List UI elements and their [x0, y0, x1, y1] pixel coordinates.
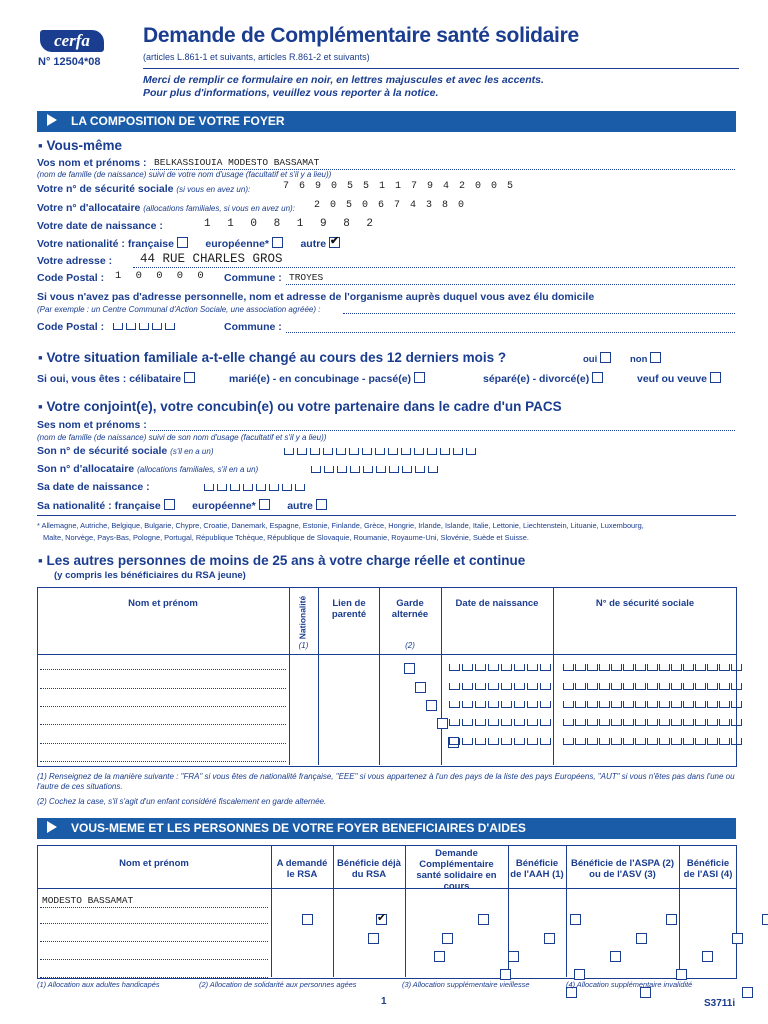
address-label: Votre adresse :: [37, 255, 113, 267]
conjoint-nat-other-checkbox[interactable]: [316, 499, 327, 510]
secu-label-text: Votre n° de sécurité sociale: [37, 183, 174, 195]
col-divider-5: [553, 587, 554, 765]
css-en-cours-checkbox[interactable]: [742, 987, 753, 998]
instruction-2: Pour plus d'informations, veuillez vous reporter à la notice.: [143, 87, 439, 99]
ben-foot-4: (4) Allocation supplémentaire invalidité: [566, 980, 693, 989]
postal2-label: Code Postal :: [37, 321, 105, 333]
alloc-field[interactable]: 2 0 5 0 6 7 4 3 8 0: [314, 200, 467, 211]
postal2-field[interactable]: [113, 323, 175, 330]
conjoint-alloc-field[interactable]: [311, 466, 438, 473]
others-footnote-1: [37, 772, 735, 792]
conjoint-alloc-text: Son n° d'allocataire: [37, 463, 135, 475]
others-row-name-dots[interactable]: [40, 669, 286, 670]
ben-table-header-rule: [37, 888, 736, 889]
css-en-cours-checkbox[interactable]: [544, 933, 555, 944]
rsa-deja-checkbox[interactable]: [574, 969, 585, 980]
veuf-label: veuf ou veuve: [637, 373, 708, 385]
separe-label: séparé(e) - divorcé(e): [483, 373, 590, 385]
garde-alternee-checkbox[interactable]: [415, 682, 426, 693]
conjoint-heading: ▪ Votre conjoint(e), votre concubin(e) ou votre partenaire dans le cadre d'un PACS: [38, 399, 562, 414]
ben-row1-name[interactable]: MODESTO BASSAMAT: [42, 895, 134, 906]
ben-divider-2: [333, 845, 334, 977]
others-row-name-dots[interactable]: [40, 743, 286, 744]
others-secu-field[interactable]: [563, 719, 742, 726]
dob-field[interactable]: 1 1 0 8 1 9 8 2: [204, 218, 379, 230]
col-garde-ref: (2): [405, 641, 415, 650]
others-table-header-rule: [37, 654, 736, 655]
others-dob-field[interactable]: [449, 719, 551, 726]
ben-divider-3: [405, 845, 406, 977]
ben-col-rsa: A demandé le RSA: [276, 858, 328, 880]
nat-eu-label: européenne*: [205, 238, 269, 250]
conjoint-secu-text: Son n° de sécurité sociale: [37, 445, 168, 457]
nat-fr-checkbox[interactable]: [177, 237, 188, 248]
aspa-asv-checkbox[interactable]: [666, 914, 677, 925]
ben-col-asi: Bénéficie de l'ASI (4): [683, 858, 733, 880]
address-field[interactable]: 44 RUE CHARLES GROS: [140, 252, 283, 266]
section-banner-beneficiaires: [37, 818, 736, 839]
others-subtitle: (y compris les bénéficiaires du RSA jeune): [54, 570, 246, 581]
conjoint-name-label: Ses nom et prénoms :: [37, 419, 147, 431]
no-address-label: Si vous n'avez pas d'adresse personnelle, nom et adresse de l'organisme auprès duquel vous avez élu domicile: [37, 291, 595, 303]
nat-other-label: autre: [300, 238, 327, 250]
arrow-right-icon: [47, 821, 57, 833]
banner-beneficiaires-label: VOUS-MEME ET LES PERSONNES DE VOTRE FOYER BENEFICIAIRES D'AIDES: [71, 821, 526, 835]
marie-option: [229, 372, 425, 385]
col-divider-4: [441, 587, 442, 765]
others-row-name-dots[interactable]: [40, 688, 286, 689]
cerfa-logo: cerfa: [40, 30, 104, 52]
garde-alternee-checkbox[interactable]: [404, 663, 415, 674]
others-row-name-dots[interactable]: [40, 706, 286, 707]
marie-checkbox[interactable]: [414, 372, 425, 383]
ben-col-css: Demande Complémentaire santé solidaire en cours: [416, 848, 497, 892]
conjoint-nat-eu-checkbox[interactable]: [259, 499, 270, 510]
section-banner-foyer: [37, 111, 736, 132]
secu-label: [37, 183, 250, 195]
arrow-right-icon: [47, 114, 57, 126]
eu-note-rule: [37, 515, 736, 516]
col-nat-ref: (1): [298, 641, 309, 650]
rsa-demande-checkbox[interactable]: [302, 914, 313, 925]
others-dob-field[interactable]: [449, 701, 551, 708]
others-secu-field[interactable]: [563, 683, 742, 690]
address-dots: [133, 267, 735, 268]
aspa-asv-checkbox[interactable]: [732, 933, 743, 944]
eu-note-2: Malte, Norvège, Pays-Bas, Pologne, Portugal, République Tchèque, République de Slovaquie, Roumanie, Royaume-Uni, Slovénie, Suède et Suisse.: [43, 533, 529, 542]
page-title: Demande de Complémentaire santé solidaire: [143, 24, 579, 47]
col-divider-2: [318, 587, 319, 765]
ben-row-name-dots[interactable]: [40, 923, 268, 924]
conjoint-secu-field[interactable]: [284, 448, 476, 455]
others-secu-field[interactable]: [563, 701, 742, 708]
ben-col-rsa-deja: Bénéficie déjà du RSA: [337, 858, 401, 880]
postal-field[interactable]: 1 0 0 0 0: [115, 270, 208, 282]
alloc-label: [37, 202, 295, 214]
celibataire-label: Si oui, vous êtes : célibataire: [37, 373, 182, 385]
separe-option: [483, 372, 603, 385]
ben-foot-3: (3) Allocation supplémentaire vieillesse: [402, 980, 530, 989]
ben-col-name: Nom et prénom: [119, 858, 189, 869]
others-dob-field[interactable]: [449, 738, 551, 745]
ben-row-name-dots[interactable]: [40, 959, 268, 960]
oui-checkbox[interactable]: [600, 352, 611, 363]
col-lien-header: Lien de parenté: [331, 598, 367, 620]
others-row-name-dots[interactable]: [40, 761, 286, 762]
conjoint-nat-other-label: autre: [287, 500, 313, 512]
conjoint-nat-fr-label: française: [114, 500, 161, 512]
conjoint-nat-label: Sa nationalité :: [37, 500, 112, 512]
alloc-hint: (allocations familiales, si vous en avez un):: [143, 204, 295, 213]
conjoint-nat-eu-label: européenne*: [192, 500, 256, 512]
foot1-ref: (1): [37, 772, 47, 781]
others-footnote-2: [37, 797, 326, 807]
non-label: non: [630, 354, 648, 365]
ben-col-aah: Bénéficie de l'AAH (1): [510, 858, 564, 880]
nat-eu-checkbox[interactable]: [272, 237, 283, 248]
conjoint-nationality-row: [37, 499, 327, 512]
foot1-text: Renseignez de la manière suivante : "FRA" si vous êtes de nationalité française, "EEE" si vous appartenez à l'un des pays de la liste des pays Européens, "AUT" si vous n'êtes pas dans l'une ou l'autre de ces situations.: [37, 772, 735, 791]
rsa-demande-checkbox[interactable]: [368, 933, 379, 944]
others-secu-field[interactable]: [563, 738, 742, 745]
conjoint-nat-fr-checkbox[interactable]: [164, 499, 175, 510]
col-nat-header: Nationalité: [297, 595, 308, 640]
rsa-deja-checkbox[interactable]: [508, 951, 519, 962]
conjoint-secu-label: [37, 445, 214, 457]
cerfa-number: N° 12504*08: [38, 56, 101, 68]
asi-checkbox[interactable]: [762, 914, 768, 925]
foot2-ref: (2): [37, 797, 47, 806]
rsa-demande-checkbox[interactable]: [500, 969, 511, 980]
ben-foot-2: (2) Allocation de solidarité aux personnes agées: [199, 980, 357, 989]
commune-field[interactable]: TROYES: [289, 272, 324, 283]
conjoint-alloc-hint: (allocations familiales, s'il en a un): [137, 465, 259, 474]
eu-note: * Allemagne, Autriche, Belgique, Bulgarie, Chypre, Croatie, Danemark, Espagne, Estonie, Finlande, Grèce, Hongrie, Irlande, Islande, Italie, Lettonie, Liechtenstein, Lituanie, Luxembourg,: [37, 521, 644, 530]
situation-heading: ▪ Votre situation familiale a-t-elle changé au cours des 12 derniers mois ?: [38, 350, 507, 365]
instruction-1: Merci de remplir ce formulaire en noir, en lettres majuscules et avec les accents.: [143, 74, 544, 86]
ben-col-aspa: Bénéficie de l'ASPA (2) ou de l'ASV (3): [570, 858, 675, 880]
conjoint-name-dots[interactable]: [150, 430, 735, 431]
css-en-cours-checkbox[interactable]: [676, 969, 687, 980]
foot2-text: Cochez la case, s'il s'agit d'un enfant considéré fiscalement en garde alternée.: [49, 797, 327, 806]
ben-foot-1: (1) Allocation aux adultes handicapés: [37, 980, 160, 989]
aah-checkbox[interactable]: [702, 951, 713, 962]
name-field[interactable]: BELKASSIOUIA MODESTO BASSAMAT: [154, 157, 320, 168]
vous-meme-heading: ▪ Vous-même: [38, 138, 123, 153]
header-rule: [143, 68, 739, 69]
conjoint-dob-label: Sa date de naissance :: [37, 481, 150, 493]
rsa-deja-checkbox[interactable]: [442, 933, 453, 944]
commune-label: Commune :: [224, 272, 282, 284]
veuf-option: [637, 372, 721, 385]
commune-dots: [286, 284, 735, 285]
separe-checkbox[interactable]: [592, 372, 603, 383]
col-dob-header: Date de naissance: [455, 598, 539, 609]
others-heading: ▪ Les autres personnes de moins de 25 ans à votre charge réelle et continue: [38, 553, 526, 568]
ben-divider-5: [566, 845, 567, 977]
dob-label: Votre date de naissance :: [37, 220, 163, 232]
non-checkbox[interactable]: [650, 352, 661, 363]
oui-label: oui: [583, 354, 598, 365]
situation-options: [37, 372, 195, 385]
others-dob-field[interactable]: [449, 683, 551, 690]
css-en-cours-checkbox[interactable]: [478, 914, 489, 925]
situation-non: [630, 352, 661, 365]
ben-divider-1: [271, 845, 272, 977]
name-label: Vos nom et prénoms :: [37, 157, 147, 169]
aah-checkbox[interactable]: [636, 933, 647, 944]
page-number: 1: [381, 996, 387, 1007]
celibataire-checkbox[interactable]: [184, 372, 195, 383]
others-dob-field[interactable]: [449, 664, 551, 671]
situation-oui: [583, 352, 611, 365]
veuf-checkbox[interactable]: [710, 372, 721, 383]
rsa-demande-checkbox[interactable]: [434, 951, 445, 962]
name-hint: (nom de famille (de naissance) suivi de votre nom d'usage (facultatif et s'il y a lieu)): [37, 170, 332, 179]
others-row-name-dots[interactable]: [40, 724, 286, 725]
form-code: S3711i: [704, 998, 736, 1009]
ben-row-name-dots[interactable]: [40, 941, 268, 942]
ben-divider-6: [679, 845, 680, 977]
nationality-label: Votre nationalité :: [37, 238, 125, 250]
instructions: [143, 74, 544, 100]
conjoint-secu-hint: (s'il en a un): [170, 447, 214, 456]
others-secu-field[interactable]: [563, 664, 742, 671]
marie-label: marié(e) - en concubinage - pacsé(e): [229, 373, 412, 385]
nationality-row: [37, 237, 340, 250]
col-divider-3: [379, 587, 380, 765]
alloc-label-text: Votre n° d'allocataire: [37, 202, 141, 214]
col-secu-header: N° de sécurité sociale: [595, 598, 695, 609]
no-address-dots: [343, 313, 735, 314]
garde-alternee-checkbox[interactable]: [426, 700, 437, 711]
ben-row1-dots: [40, 907, 268, 908]
postal-label: Code Postal :: [37, 272, 105, 284]
col-divider-1: [289, 587, 290, 765]
rsa-deja-checkbox[interactable]: [376, 914, 387, 925]
col-garde-header: Garde alternée: [391, 598, 429, 620]
secu-field[interactable]: 7 6 9 0 5 5 1 1 7 9 4 2 0 0 5: [283, 181, 516, 192]
nat-fr-label: française: [127, 238, 174, 250]
nat-other-checkbox[interactable]: [329, 237, 340, 248]
ben-row-name-dots[interactable]: [40, 977, 268, 978]
css-en-cours-checkbox[interactable]: [610, 951, 621, 962]
conjoint-name-hint: (nom de famille (de naissance) suivi de son nom d'usage (facultatif et s'il y a lieu)): [37, 433, 327, 442]
col-name-header: Nom et prénom: [128, 598, 198, 609]
secu-hint: (si vous en avez un):: [176, 185, 251, 194]
others-rows: [0, 0, 768, 18]
garde-alternee-checkbox[interactable]: [437, 718, 448, 729]
conjoint-dob-field[interactable]: [204, 484, 305, 491]
page-subtitle: (articles L.861-1 et suivants, articles R.861-2 et suivants): [143, 52, 370, 62]
commune2-label: Commune :: [224, 321, 282, 333]
banner-label: LA COMPOSITION DE VOTRE FOYER: [71, 114, 285, 128]
aah-checkbox[interactable]: [570, 914, 581, 925]
conjoint-alloc-label: [37, 463, 258, 475]
no-address-hint: (Par exemple : un Centre Communal d'Action Sociale, une association agréée) :: [37, 305, 321, 314]
commune2-dots[interactable]: [286, 332, 735, 333]
